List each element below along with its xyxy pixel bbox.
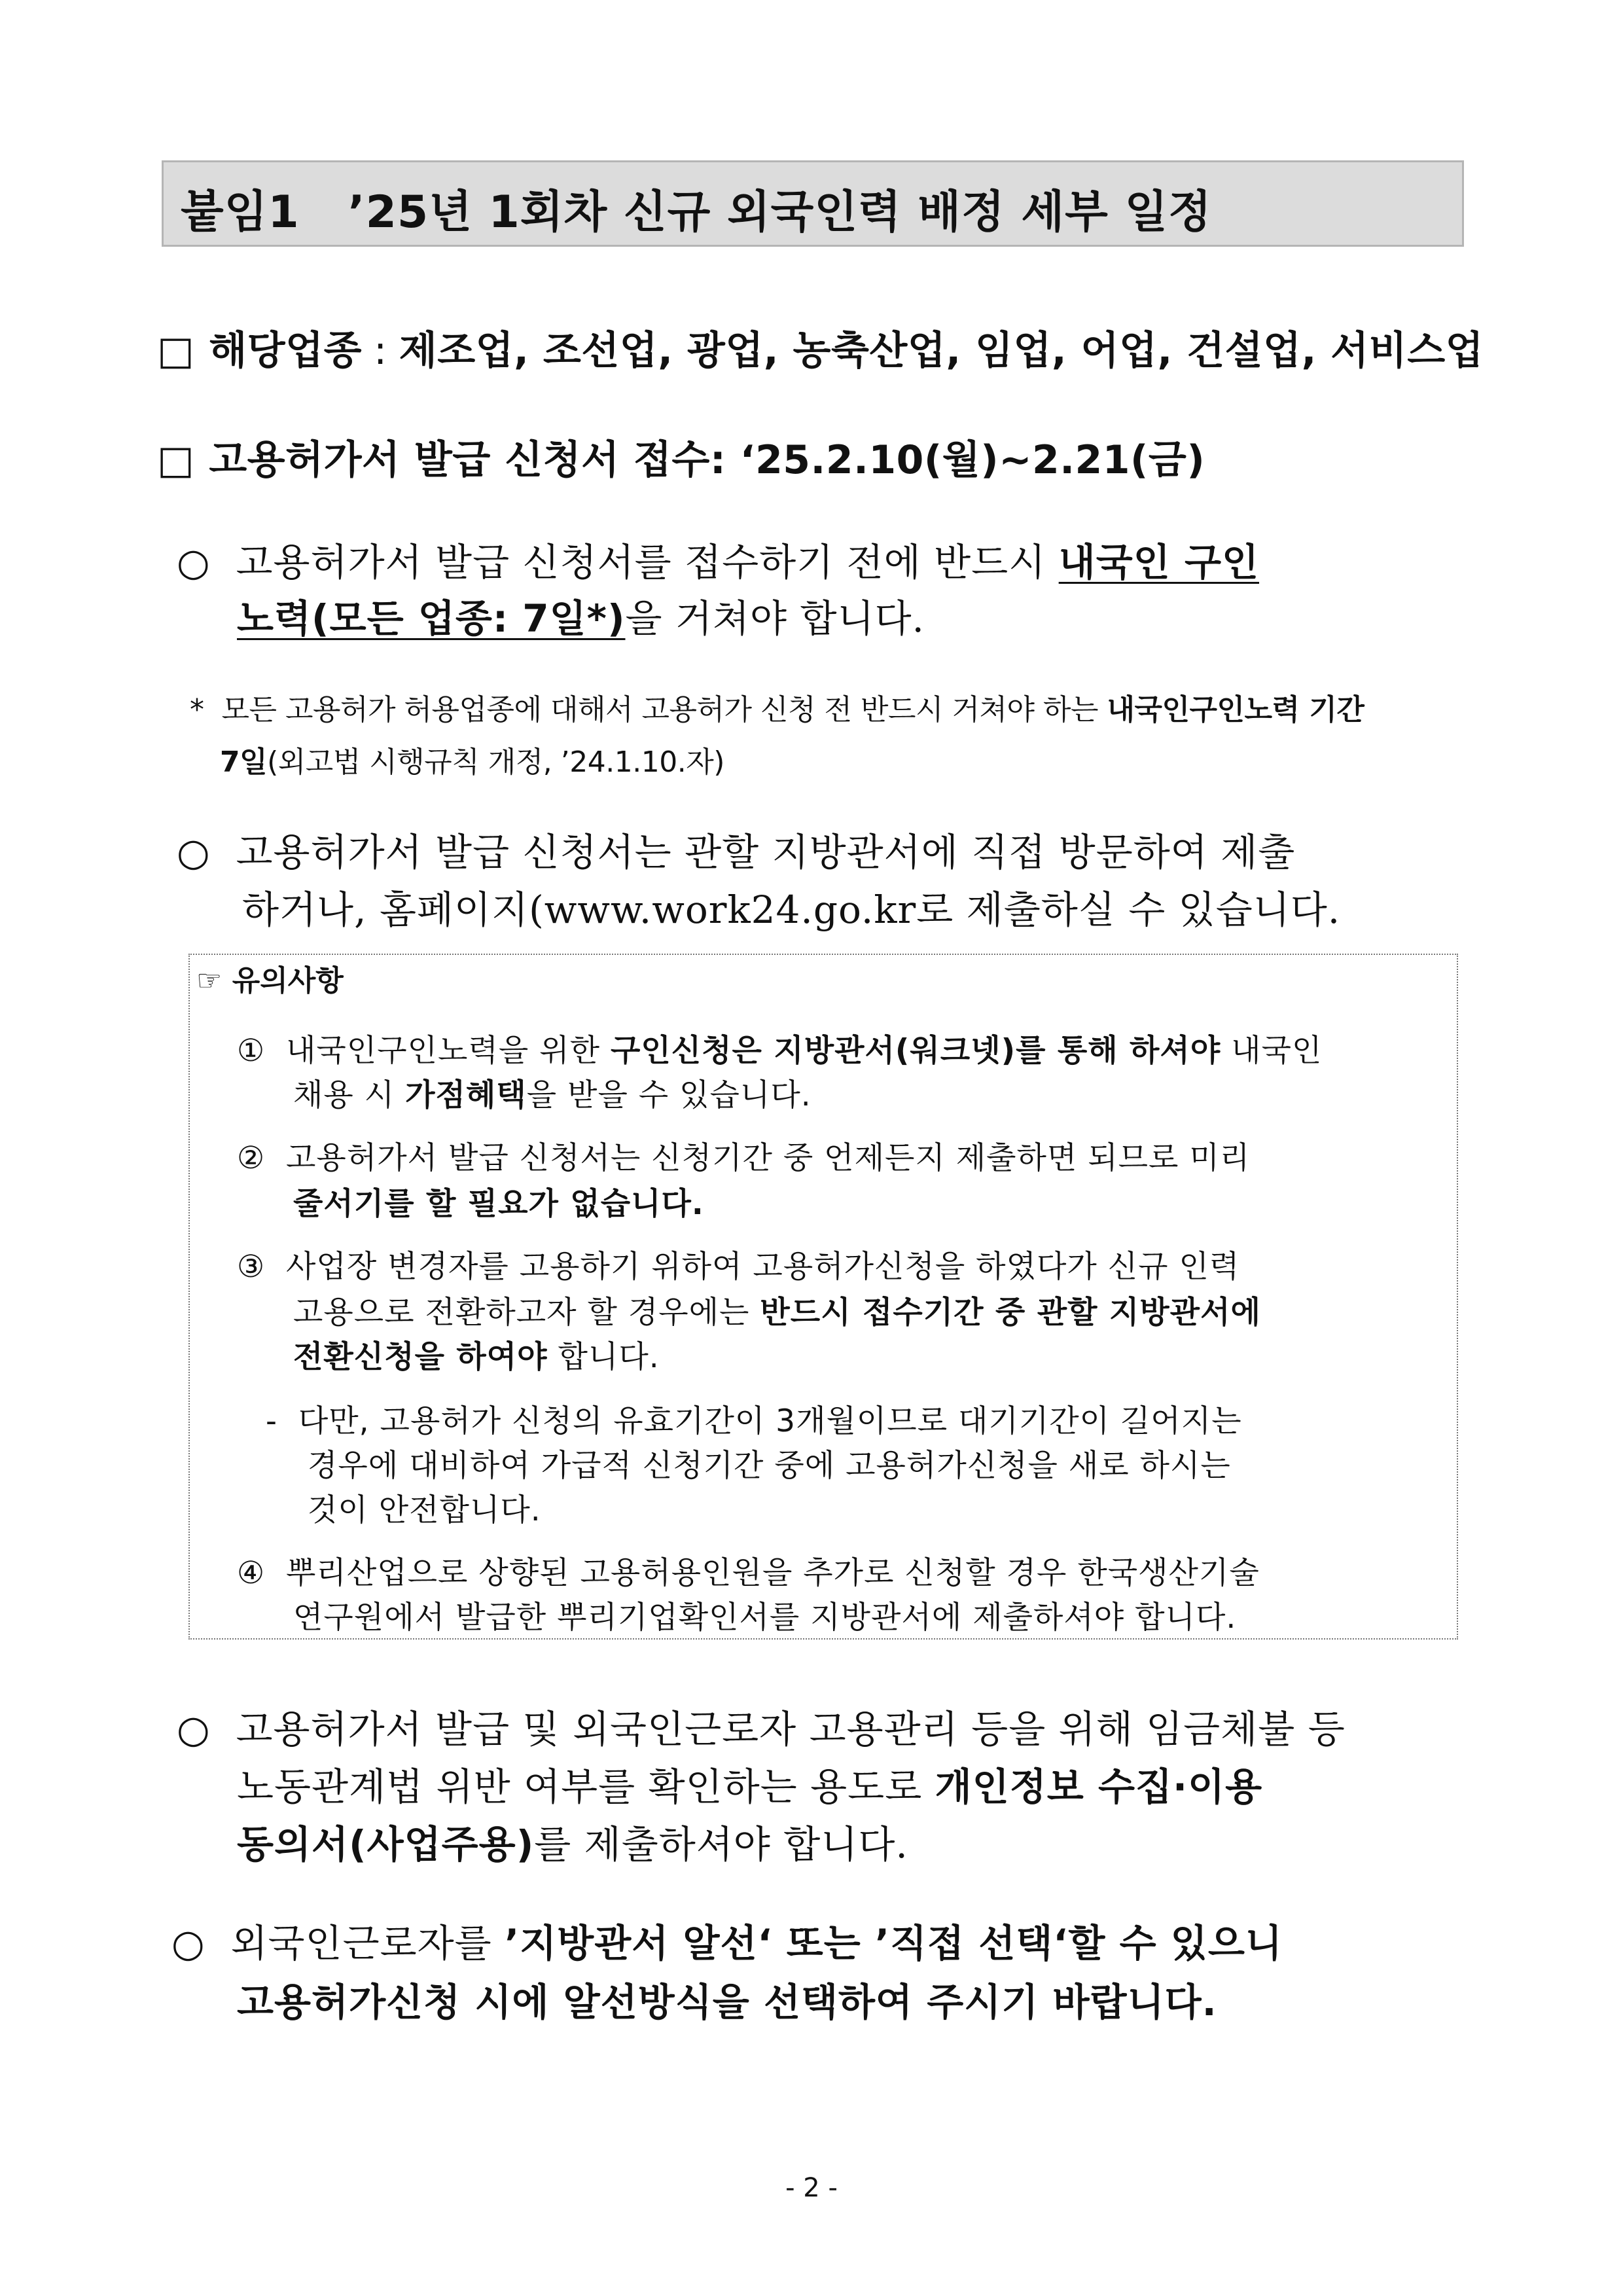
section-industries <box>157 319 1484 376</box>
separator: : <box>374 328 387 374</box>
notice-text: 채용 시 <box>293 1077 406 1113</box>
notice-item-3-cont2 <box>293 1333 660 1376</box>
notice-item-3-cont <box>293 1288 1261 1332</box>
para2-line2 <box>242 879 1340 934</box>
item-number: ③ <box>237 1249 266 1285</box>
footnote-emphasis: 내국인구인노력 기간 <box>1107 693 1364 726</box>
notice-text: 내국인 <box>1221 1033 1323 1069</box>
square-bullet-icon: □ <box>157 437 195 483</box>
notice-text: 연구원에서 발급한 뿌리기업확인서를 지방관서에 제출하셔야 합니다. <box>293 1600 1237 1636</box>
notice-item-4-cont <box>293 1593 1236 1637</box>
circle-bullet-icon: ○ <box>177 540 211 584</box>
circle-bullet-icon: ○ <box>177 1707 211 1751</box>
notice-emphasis: 전환신청을 하여야 <box>293 1339 548 1375</box>
para1-text-cont: 을 거쳐야 합니다. <box>625 596 925 641</box>
para3-line2 <box>237 1756 1262 1811</box>
notice-item-4 <box>237 1549 1260 1592</box>
notice-emphasis: 구인신청은 지방관서(워크넷)를 통해 하셔야 <box>610 1033 1221 1069</box>
footnote-emphasis-cont: 7일 <box>220 745 268 779</box>
para4-emphasis: ’지방관서 알선‘ 또는 ’직접 선택‘할 수 있으니 <box>505 1921 1283 1965</box>
section-application-period <box>157 429 1205 485</box>
notice-item-2 <box>237 1134 1250 1177</box>
item-number: ④ <box>237 1555 266 1591</box>
para4-line1 <box>171 1912 1283 1967</box>
page-number: - 2 - <box>785 2173 838 2203</box>
para4-text: 외국인근로자를 <box>230 1921 505 1965</box>
notice-text: 고용으로 전환하고자 할 경우에는 <box>293 1295 760 1331</box>
notice-item-2-cont <box>293 1179 704 1223</box>
dash-bullet: - <box>266 1403 277 1439</box>
page-title <box>181 177 1212 240</box>
item-number: ① <box>237 1033 266 1069</box>
notice-text: 사업장 변경자를 고용하기 위하여 고용허가신청을 하였다가 신규 인력 <box>286 1249 1240 1285</box>
para1-emphasis: 내국인 구인 <box>1058 540 1260 584</box>
para4-line2 <box>237 1971 1217 2026</box>
para3-text: 를 제출하셔야 합니다. <box>534 1822 908 1867</box>
notice-text: 다만, 고용허가 신청의 유효기간이 3개월이므로 대기기간이 길어지는 <box>298 1403 1242 1439</box>
notice-text: 을 받을 수 있습니다. <box>526 1077 812 1113</box>
footnote-mark: * <box>190 693 204 726</box>
footnote-text-cont: (외고법 시행규칙 개정, ’24.1.10.자) <box>267 745 724 779</box>
para3-text: 고용허가서 발급 및 외국인근로자 고용관리 등을 위해 임금체불 등 <box>236 1707 1346 1751</box>
pointing-hand-icon: ☞ <box>196 964 223 997</box>
para1-emphasis-cont: 노력(모든 업종: 7일*) <box>237 596 626 641</box>
section-label: 해당업종 <box>209 328 363 374</box>
industries-value: 제조업, 조선업, 광업, 농축산업, 임업, 어업, 건설업, 서비스업 <box>399 328 1484 374</box>
para2-text: 고용허가서 발급 신청서는 관할 지방관서에 직접 방문하여 제출 <box>236 830 1296 874</box>
circle-bullet-icon: ○ <box>177 830 211 874</box>
para3-emphasis: 동의서(사업주용) <box>237 1822 535 1867</box>
square-bullet-icon: □ <box>157 328 195 374</box>
para3-text: 노동관계법 위반 여부를 확인하는 용도로 <box>237 1765 935 1809</box>
notice-item-3 <box>237 1242 1240 1286</box>
notice-text: 경우에 대비하여 가급적 신청기간 중에 고용허가신청을 새로 하시는 <box>308 1448 1231 1484</box>
footnote-line1 <box>190 686 1364 728</box>
para3-line3 <box>237 1814 908 1869</box>
notice-item-1 <box>237 1026 1322 1070</box>
footnote-text: 모든 고용허가 허용업종에 대해서 고용허가 신청 전 반드시 거쳐야 하는 <box>221 693 1107 726</box>
notice-title <box>196 957 344 999</box>
para3-line1 <box>177 1698 1346 1753</box>
item-number: ② <box>237 1140 266 1176</box>
para3-emphasis: 개인정보 수집·이용 <box>935 1765 1263 1809</box>
footnote-line2 <box>220 738 724 780</box>
title-box <box>162 160 1464 247</box>
notice-subnote-cont2 <box>308 1486 541 1530</box>
para1-line2 <box>237 588 925 643</box>
notice-subnote <box>266 1397 1242 1441</box>
notice-text: 뿌리산업으로 상향된 고용허용인원을 추가로 신청할 경우 한국생산기술 <box>286 1555 1260 1591</box>
notice-text: 합니다. <box>547 1339 660 1375</box>
notice-emphasis: 가점혜택 <box>405 1077 527 1113</box>
title-label: 붙임1 <box>181 187 300 238</box>
notice-text: 고용허가서 발급 신청서는 신청기간 중 언제든지 제출하면 되므로 미리 <box>286 1140 1251 1176</box>
circle-bullet-icon: ○ <box>171 1921 205 1965</box>
notice-text: 내국인구인노력을 위한 <box>286 1033 611 1069</box>
para2-text-cont: 하거나, 홈페이지(www.work24.go.kr로 제출하실 수 있습니다. <box>242 888 1341 932</box>
notice-text: 것이 안전합니다. <box>308 1492 541 1528</box>
para4-emphasis: 고용허가신청 시에 알선방식을 선택하여 주시기 바랍니다. <box>237 1980 1217 2024</box>
para2-line1 <box>177 821 1295 876</box>
notice-emphasis: 줄서기를 할 필요가 없습니다. <box>293 1186 704 1222</box>
title-text: ’25년 1회차 신규 외국인력 배정 세부 일정 <box>348 187 1212 238</box>
notice-emphasis: 반드시 접수기간 중 관할 지방관서에 <box>760 1295 1261 1331</box>
notice-subnote-cont <box>308 1441 1231 1485</box>
notice-item-1-cont <box>293 1071 812 1115</box>
section-text: 고용허가서 발급 신청서 접수: ‘25.2.10(월)~2.21(금) <box>209 437 1205 483</box>
para1-text: 고용허가서 발급 신청서를 접수하기 전에 반드시 <box>236 540 1059 584</box>
notice-title-text: 유의사항 <box>232 964 344 997</box>
para1-line1 <box>177 531 1259 586</box>
